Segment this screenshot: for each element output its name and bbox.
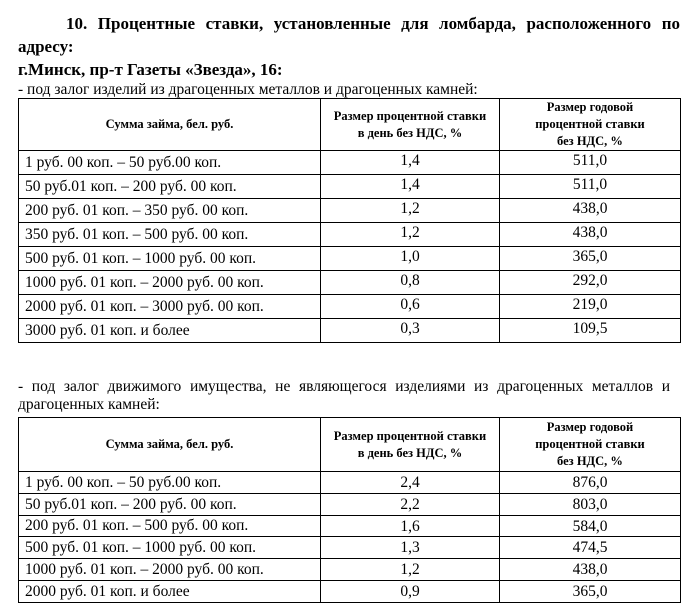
header-annual-rate-line: Размер годовой xyxy=(546,420,634,434)
header-daily-rate-line: Размер процентной ставки xyxy=(333,428,487,443)
header-annual-rate-line: процентной ставки xyxy=(535,437,645,451)
table-row xyxy=(19,295,681,319)
cell-loan-amount: 350 руб. 01 коп. – 500 руб. 00 коп. xyxy=(19,223,321,247)
cell-daily-rate: 1,0 xyxy=(321,247,500,271)
cell-loan-amount: 2000 руб. 01 коп. и более xyxy=(19,580,321,602)
cell-annual-rate: 438,0 xyxy=(500,559,681,581)
table-row xyxy=(19,175,681,199)
table-row xyxy=(19,199,681,223)
cell-loan-amount: 200 руб. 01 коп. – 500 руб. 00 коп. xyxy=(19,515,321,537)
header-annual-rate-line: Размер годовой xyxy=(546,100,634,114)
cell-annual-rate: 365,0 xyxy=(500,247,681,271)
section-title xyxy=(18,12,680,81)
precious-metals-rates-table xyxy=(18,98,681,343)
cell-loan-amount: 500 руб. 01 коп. – 1000 руб. 00 коп. xyxy=(19,537,321,559)
cell-loan-amount: 1 руб. 00 коп. – 50 руб.00 коп. xyxy=(19,472,321,494)
cell-loan-amount: 50 руб.01 коп. – 200 руб. 00 коп. xyxy=(19,175,321,199)
header-daily-rate-line: Размер процентной ставки xyxy=(333,108,487,123)
header-annual-rate-line: без НДС, % xyxy=(557,454,623,468)
cell-loan-amount: 3000 руб. 01 коп. и более xyxy=(19,319,321,343)
cell-annual-rate: 438,0 xyxy=(500,223,681,247)
cell-loan-amount: 200 руб. 01 коп. – 350 руб. 00 коп. xyxy=(19,199,321,223)
section-title-line1: 10. Процентные ставки, установленные для ломбарда, расположенного по адресу: xyxy=(18,14,680,56)
cell-daily-rate: 2,4 xyxy=(321,472,500,494)
cell-daily-rate: 0,8 xyxy=(321,271,500,295)
header-annual-rate-line: процентной ставки xyxy=(535,117,645,131)
cell-daily-rate: 1,3 xyxy=(321,537,500,559)
table-row xyxy=(19,472,681,494)
movable-property-rates-table xyxy=(18,417,681,603)
section-title-line2: г.Минск, пр-т Газеты «Звезда», 16: xyxy=(18,60,283,79)
cell-loan-amount: 2000 руб. 01 коп. – 3000 руб. 00 коп. xyxy=(19,295,321,319)
table-row xyxy=(19,537,681,559)
cell-annual-rate: 511,0 xyxy=(500,151,681,175)
header-loan-amount: Сумма займа, бел. руб. xyxy=(19,99,321,151)
cell-annual-rate: 876,0 xyxy=(500,472,681,494)
table-row xyxy=(19,559,681,581)
table-row xyxy=(19,247,681,271)
cell-annual-rate: 219,0 xyxy=(500,295,681,319)
cell-loan-amount: 50 руб.01 коп. – 200 руб. 00 коп. xyxy=(19,493,321,515)
cell-annual-rate: 584,0 xyxy=(500,515,681,537)
cell-daily-rate: 1,2 xyxy=(321,223,500,247)
table-row xyxy=(19,271,681,295)
table-header-row xyxy=(19,418,681,472)
cell-annual-rate: 474,5 xyxy=(500,537,681,559)
table-row xyxy=(19,319,681,343)
cell-loan-amount: 500 руб. 01 коп. – 1000 руб. 00 коп. xyxy=(19,247,321,271)
table-row xyxy=(19,223,681,247)
cell-annual-rate: 438,0 xyxy=(500,199,681,223)
header-annual-rate xyxy=(500,418,681,472)
cell-daily-rate: 2,2 xyxy=(321,493,500,515)
table-row xyxy=(19,580,681,602)
cell-loan-amount: 1000 руб. 01 коп. – 2000 руб. 00 коп. xyxy=(19,271,321,295)
table-row xyxy=(19,151,681,175)
header-daily-rate xyxy=(321,418,500,472)
header-annual-rate-line: без НДС, % xyxy=(557,134,623,148)
movable-property-intro-line2: драгоценных камней: xyxy=(18,396,160,413)
table-row xyxy=(19,493,681,515)
table-row xyxy=(19,515,681,537)
cell-daily-rate: 1,2 xyxy=(321,559,500,581)
cell-loan-amount: 1000 руб. 01 коп. – 2000 руб. 00 коп. xyxy=(19,559,321,581)
cell-annual-rate: 292,0 xyxy=(500,271,681,295)
table-header-row xyxy=(19,99,681,151)
header-loan-amount: Сумма займа, бел. руб. xyxy=(19,418,321,472)
cell-daily-rate: 1,2 xyxy=(321,199,500,223)
cell-loan-amount: 1 руб. 00 коп. – 50 руб.00 коп. xyxy=(19,151,321,175)
cell-annual-rate: 365,0 xyxy=(500,580,681,602)
cell-daily-rate: 0,6 xyxy=(321,295,500,319)
header-daily-rate-line: в день без НДС, % xyxy=(357,445,463,460)
header-annual-rate xyxy=(500,99,681,151)
cell-daily-rate: 1,4 xyxy=(321,151,500,175)
cell-daily-rate: 0,3 xyxy=(321,319,500,343)
cell-daily-rate: 1,6 xyxy=(321,515,500,537)
header-daily-rate xyxy=(321,99,500,151)
header-daily-rate-line: в день без НДС, % xyxy=(357,125,463,140)
movable-property-intro xyxy=(18,378,670,414)
cell-daily-rate: 0,9 xyxy=(321,580,500,602)
cell-daily-rate: 1,4 xyxy=(321,175,500,199)
movable-property-intro-line1: - под залог движимого имущества, не являющегося изделиями из драгоценных металлов и xyxy=(18,378,670,395)
cell-annual-rate: 803,0 xyxy=(500,493,681,515)
precious-metals-intro: - под залог изделий из драгоценных металлов и драгоценных камней: xyxy=(18,81,478,98)
cell-annual-rate: 511,0 xyxy=(500,175,681,199)
cell-annual-rate: 109,5 xyxy=(500,319,681,343)
